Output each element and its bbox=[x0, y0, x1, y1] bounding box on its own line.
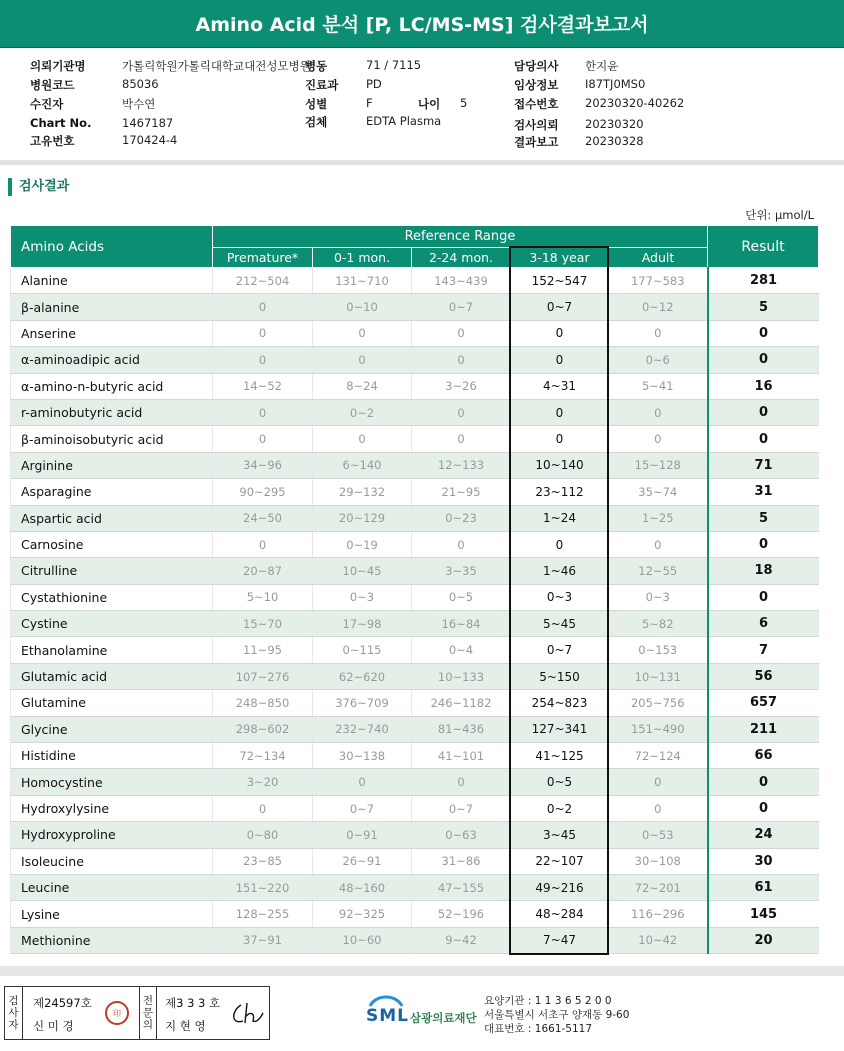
unit-label: 단위: μmol/L bbox=[745, 208, 814, 222]
inspector-label: 검 사 자 bbox=[5, 987, 23, 1039]
reference-range-cell: 15~128 bbox=[609, 452, 708, 478]
label-report: 결과보고 bbox=[514, 135, 559, 149]
table-row bbox=[11, 663, 819, 689]
table-row bbox=[11, 611, 819, 637]
result-cell: 16 bbox=[708, 373, 819, 399]
reference-range-cell: 205~756 bbox=[609, 690, 708, 716]
value-patient: 박수연 bbox=[122, 97, 156, 111]
result-cell: 5 bbox=[708, 294, 819, 320]
reference-range-cell: 48~284 bbox=[511, 901, 609, 927]
table-row bbox=[11, 927, 819, 953]
table-row bbox=[11, 452, 819, 478]
table-row bbox=[11, 531, 819, 557]
reference-range-cell: 23~85 bbox=[213, 848, 313, 874]
report-title: Amino Acid 분석 [P, LC/MS-MS] 검사결과보고서 bbox=[0, 0, 844, 48]
amino-acid-name: Leucine bbox=[11, 874, 213, 900]
reference-range-cell: 0~7 bbox=[313, 795, 412, 821]
seal-icon: 印 bbox=[105, 1001, 129, 1025]
amino-acid-name: Histidine bbox=[11, 743, 213, 769]
amino-acid-name: Glutamine bbox=[11, 690, 213, 716]
reference-range-cell: 29~132 bbox=[313, 479, 412, 505]
reference-range-cell: 232~740 bbox=[313, 716, 412, 742]
reference-range-cell: 0 bbox=[313, 769, 412, 795]
table-row bbox=[11, 426, 819, 452]
reference-range-cell: 0~4 bbox=[412, 637, 511, 663]
value-report: 20230328 bbox=[585, 134, 644, 148]
lab-logo-text: SML bbox=[366, 1006, 409, 1026]
amino-acid-name: Glycine bbox=[11, 716, 213, 742]
reference-range-cell: 30~138 bbox=[313, 743, 412, 769]
reference-range-cell: 31~86 bbox=[412, 848, 511, 874]
reference-range-cell: 0~91 bbox=[313, 822, 412, 848]
value-hospital-code: 85036 bbox=[122, 77, 159, 91]
reference-range-cell: 5~45 bbox=[511, 611, 609, 637]
reference-range-cell: 0~5 bbox=[511, 769, 609, 795]
result-cell: 20 bbox=[708, 927, 819, 953]
reference-range-cell: 17~98 bbox=[313, 611, 412, 637]
reference-range-cell: 52~196 bbox=[412, 901, 511, 927]
result-cell: 31 bbox=[708, 479, 819, 505]
reference-range-cell: 3~45 bbox=[511, 822, 609, 848]
amino-acid-name: Carnosine bbox=[11, 531, 213, 557]
result-cell: 56 bbox=[708, 663, 819, 689]
reference-range-cell: 0~115 bbox=[313, 637, 412, 663]
result-cell: 61 bbox=[708, 874, 819, 900]
reference-range-cell: 92~325 bbox=[313, 901, 412, 927]
value-institution: 가톨릭학원가톨릭대학교대전성모병원 bbox=[122, 59, 311, 73]
amino-acid-name: Hydroxyproline bbox=[11, 822, 213, 848]
result-cell: 0 bbox=[708, 399, 819, 425]
table-row bbox=[11, 690, 819, 716]
value-unique: 170424-4 bbox=[122, 133, 178, 147]
reference-range-cell: 30~108 bbox=[609, 848, 708, 874]
table-row bbox=[11, 373, 819, 399]
table-row bbox=[11, 505, 819, 531]
amino-acid-name: Citrulline bbox=[11, 558, 213, 584]
reference-range-cell: 0 bbox=[609, 320, 708, 346]
amino-acid-name: Hydroxylysine bbox=[11, 795, 213, 821]
label-hospital-code: 병원코드 bbox=[30, 78, 75, 92]
reference-range-cell: 116~296 bbox=[609, 901, 708, 927]
specialist-license: 제3 3 3 호 bbox=[165, 996, 221, 1010]
reference-range-cell: 246~1182 bbox=[412, 690, 511, 716]
table-row bbox=[11, 716, 819, 742]
result-cell: 657 bbox=[708, 690, 819, 716]
table-row bbox=[11, 558, 819, 584]
specialist-label: 전 문 의 bbox=[139, 987, 157, 1039]
result-cell: 281 bbox=[708, 268, 819, 294]
reference-range-cell: 0 bbox=[609, 795, 708, 821]
value-request: 20230320 bbox=[585, 117, 644, 131]
reference-range-cell: 72~134 bbox=[213, 743, 313, 769]
reference-range-cell: 0 bbox=[412, 347, 511, 373]
reference-range-cell: 72~124 bbox=[609, 743, 708, 769]
reference-range-cell: 5~82 bbox=[609, 611, 708, 637]
reference-range-cell: 0~2 bbox=[313, 399, 412, 425]
header-ref-col: Adult bbox=[609, 248, 708, 268]
reference-range-cell: 3~26 bbox=[412, 373, 511, 399]
table-row bbox=[11, 822, 819, 848]
reference-range-cell: 26~91 bbox=[313, 848, 412, 874]
amino-acid-name: Asparagine bbox=[11, 479, 213, 505]
value-dept: PD bbox=[366, 77, 382, 91]
table-row bbox=[11, 874, 819, 900]
value-chart: 1467187 bbox=[122, 116, 174, 130]
result-cell: 0 bbox=[708, 320, 819, 346]
result-cell: 0 bbox=[708, 584, 819, 610]
reference-range-cell: 128~255 bbox=[213, 901, 313, 927]
reference-range-cell: 6~140 bbox=[313, 452, 412, 478]
label-clinical: 임상정보 bbox=[514, 78, 559, 92]
reference-range-cell: 0 bbox=[412, 426, 511, 452]
table-row bbox=[11, 320, 819, 346]
reference-range-cell: 22~107 bbox=[511, 848, 609, 874]
result-cell: 30 bbox=[708, 848, 819, 874]
label-specimen: 검체 bbox=[305, 115, 328, 129]
lab-info bbox=[364, 992, 844, 1042]
header-ref-col: 2-24 mon. bbox=[412, 248, 511, 268]
label-sex: 성별 bbox=[305, 97, 328, 111]
table-row bbox=[11, 637, 819, 663]
reference-range-cell: 0~3 bbox=[609, 584, 708, 610]
amino-acid-name: Methionine bbox=[11, 927, 213, 953]
reference-range-cell: 20~129 bbox=[313, 505, 412, 531]
value-specimen: EDTA Plasma bbox=[366, 114, 442, 128]
reference-range-cell: 0~153 bbox=[609, 637, 708, 663]
header-reference-range: Reference Range bbox=[213, 226, 708, 248]
reference-range-cell: 37~91 bbox=[213, 927, 313, 953]
inspector-license: 제24597호 bbox=[33, 996, 92, 1010]
result-cell: 5 bbox=[708, 505, 819, 531]
label-ward: 병동 bbox=[305, 59, 328, 73]
label-unique: 고유번호 bbox=[30, 134, 75, 148]
reference-range-cell: 0~7 bbox=[511, 637, 609, 663]
amino-acid-name: Glutamic acid bbox=[11, 663, 213, 689]
reference-range-cell: 298~602 bbox=[213, 716, 313, 742]
footer-band bbox=[0, 966, 844, 976]
amino-acid-name: Aspartic acid bbox=[11, 505, 213, 531]
reference-range-cell: 0~6 bbox=[609, 347, 708, 373]
amino-acid-name: Arginine bbox=[11, 452, 213, 478]
reference-range-cell: 0 bbox=[511, 399, 609, 425]
reference-range-cell: 0 bbox=[213, 320, 313, 346]
reference-range-cell: 23~112 bbox=[511, 479, 609, 505]
inspector-name: 신 미 경 bbox=[33, 1019, 74, 1033]
reference-range-cell: 1~24 bbox=[511, 505, 609, 531]
reference-range-cell: 152~547 bbox=[511, 268, 609, 294]
value-receipt: 20230320-40262 bbox=[585, 96, 685, 110]
table-row bbox=[11, 901, 819, 927]
result-cell: 66 bbox=[708, 743, 819, 769]
results-table-wrap bbox=[10, 225, 818, 954]
reference-range-cell: 81~436 bbox=[412, 716, 511, 742]
result-cell: 71 bbox=[708, 452, 819, 478]
reference-range-cell: 0 bbox=[313, 347, 412, 373]
section-title: 검사결과 bbox=[8, 178, 69, 196]
reference-range-cell: 41~125 bbox=[511, 743, 609, 769]
specialist-name: 지 현 영 bbox=[165, 1019, 206, 1033]
reference-range-cell: 0~7 bbox=[412, 294, 511, 320]
reference-range-cell: 0 bbox=[511, 531, 609, 557]
reference-range-cell: 12~133 bbox=[412, 452, 511, 478]
signature-box bbox=[4, 986, 270, 1040]
label-patient: 수진자 bbox=[30, 97, 64, 111]
reference-range-cell: 0~3 bbox=[313, 584, 412, 610]
table-row bbox=[11, 479, 819, 505]
amino-acid-name: Ethanolamine bbox=[11, 637, 213, 663]
amino-acid-name: Cystathionine bbox=[11, 584, 213, 610]
reference-range-cell: 35~74 bbox=[609, 479, 708, 505]
table-row bbox=[11, 294, 819, 320]
reference-range-cell: 151~220 bbox=[213, 874, 313, 900]
result-cell: 18 bbox=[708, 558, 819, 584]
amino-acid-name: β-alanine bbox=[11, 294, 213, 320]
reference-range-cell: 0~80 bbox=[213, 822, 313, 848]
result-cell: 0 bbox=[708, 347, 819, 373]
reference-range-cell: 34~96 bbox=[213, 452, 313, 478]
reference-range-cell: 254~823 bbox=[511, 690, 609, 716]
amino-acid-name: α-aminoadipic acid bbox=[11, 347, 213, 373]
reference-range-cell: 5~41 bbox=[609, 373, 708, 399]
header-result: Result bbox=[708, 226, 819, 268]
reference-range-cell: 48~160 bbox=[313, 874, 412, 900]
reference-range-cell: 0 bbox=[412, 320, 511, 346]
signature-icon bbox=[227, 999, 265, 1029]
lab-name: 삼광의료재단 bbox=[410, 1011, 477, 1025]
result-cell: 211 bbox=[708, 716, 819, 742]
reference-range-cell: 11~95 bbox=[213, 637, 313, 663]
value-doctor: 한지윤 bbox=[585, 59, 619, 73]
reference-range-cell: 0~53 bbox=[609, 822, 708, 848]
table-row bbox=[11, 769, 819, 795]
reference-range-cell: 0~2 bbox=[511, 795, 609, 821]
table-row bbox=[11, 584, 819, 610]
amino-acid-name: r-aminobutyric acid bbox=[11, 399, 213, 425]
table-row bbox=[11, 399, 819, 425]
reference-range-cell: 10~42 bbox=[609, 927, 708, 953]
reference-range-cell: 0 bbox=[511, 320, 609, 346]
reference-range-cell: 0~7 bbox=[511, 294, 609, 320]
reference-range-cell: 0 bbox=[609, 769, 708, 795]
reference-range-cell: 10~131 bbox=[609, 663, 708, 689]
reference-range-cell: 376~709 bbox=[313, 690, 412, 716]
reference-range-cell: 127~341 bbox=[511, 716, 609, 742]
reference-range-cell: 10~45 bbox=[313, 558, 412, 584]
result-cell: 24 bbox=[708, 822, 819, 848]
reference-range-cell: 212~504 bbox=[213, 268, 313, 294]
amino-acid-name: Lysine bbox=[11, 901, 213, 927]
reference-range-cell: 0 bbox=[511, 426, 609, 452]
reference-range-cell: 5~10 bbox=[213, 584, 313, 610]
label-request: 검사의뢰 bbox=[514, 118, 559, 132]
results-table bbox=[10, 225, 819, 954]
table-row bbox=[11, 795, 819, 821]
reference-range-cell: 41~101 bbox=[412, 743, 511, 769]
header-ref-col: 0-1 mon. bbox=[313, 248, 412, 268]
reference-range-cell: 21~95 bbox=[412, 479, 511, 505]
value-age: 5 bbox=[460, 96, 468, 110]
label-receipt: 접수번호 bbox=[514, 97, 559, 111]
reference-range-cell: 0~7 bbox=[412, 795, 511, 821]
label-institution: 의뢰기관명 bbox=[30, 59, 86, 73]
reference-range-cell: 15~70 bbox=[213, 611, 313, 637]
header-amino-acids: Amino Acids bbox=[11, 226, 213, 268]
reference-range-cell: 0 bbox=[213, 399, 313, 425]
lab-phone: 대표번호 : 1661-5117 bbox=[484, 1023, 593, 1035]
reference-range-cell: 3~35 bbox=[412, 558, 511, 584]
header-ref-col: 3-18 year bbox=[511, 248, 609, 268]
reference-range-cell: 0 bbox=[511, 347, 609, 373]
value-ward: 71 / 7115 bbox=[366, 58, 422, 72]
reference-range-cell: 0 bbox=[609, 399, 708, 425]
table-row bbox=[11, 268, 819, 294]
reference-range-cell: 131~710 bbox=[313, 268, 412, 294]
table-row bbox=[11, 347, 819, 373]
result-cell: 6 bbox=[708, 611, 819, 637]
result-cell: 0 bbox=[708, 769, 819, 795]
label-doctor: 담당의사 bbox=[514, 59, 559, 73]
label-chart: Chart No. bbox=[30, 116, 92, 130]
reference-range-cell: 7~47 bbox=[511, 927, 609, 953]
reference-range-cell: 4~31 bbox=[511, 373, 609, 399]
table-row bbox=[11, 743, 819, 769]
reference-range-cell: 24~50 bbox=[213, 505, 313, 531]
reference-range-cell: 62~620 bbox=[313, 663, 412, 689]
table-row bbox=[11, 848, 819, 874]
reference-range-cell: 0 bbox=[213, 531, 313, 557]
reference-range-cell: 0~63 bbox=[412, 822, 511, 848]
reference-range-cell: 0 bbox=[213, 347, 313, 373]
reference-range-cell: 10~140 bbox=[511, 452, 609, 478]
result-cell: 0 bbox=[708, 795, 819, 821]
reference-range-cell: 16~84 bbox=[412, 611, 511, 637]
reference-range-cell: 0 bbox=[213, 294, 313, 320]
reference-range-cell: 151~490 bbox=[609, 716, 708, 742]
result-cell: 0 bbox=[708, 531, 819, 557]
amino-acid-name: Anserine bbox=[11, 320, 213, 346]
reference-range-cell: 10~60 bbox=[313, 927, 412, 953]
header-ref-col: Premature* bbox=[213, 248, 313, 268]
reference-range-cell: 0~5 bbox=[412, 584, 511, 610]
reference-range-cell: 0 bbox=[213, 426, 313, 452]
label-dept: 진료과 bbox=[305, 78, 339, 92]
reference-range-cell: 1~46 bbox=[511, 558, 609, 584]
lab-code: 요양기관 : 1 1 3 6 5 2 0 0 bbox=[484, 995, 612, 1007]
label-age: 나이 bbox=[418, 97, 441, 111]
reference-range-cell: 248~850 bbox=[213, 690, 313, 716]
reference-range-cell: 0~10 bbox=[313, 294, 412, 320]
amino-acid-name: Isoleucine bbox=[11, 848, 213, 874]
reference-range-cell: 0 bbox=[609, 426, 708, 452]
reference-range-cell: 0 bbox=[412, 769, 511, 795]
reference-range-cell: 0 bbox=[213, 795, 313, 821]
result-cell: 7 bbox=[708, 637, 819, 663]
reference-range-cell: 10~133 bbox=[412, 663, 511, 689]
reference-range-cell: 107~276 bbox=[213, 663, 313, 689]
reference-range-cell: 12~55 bbox=[609, 558, 708, 584]
amino-acid-name: Homocystine bbox=[11, 769, 213, 795]
patient-info bbox=[0, 56, 844, 156]
reference-range-cell: 0 bbox=[609, 531, 708, 557]
reference-range-cell: 14~52 bbox=[213, 373, 313, 399]
amino-acid-name: Alanine bbox=[11, 268, 213, 294]
reference-range-cell: 0 bbox=[313, 320, 412, 346]
amino-acid-name: β-aminoisobutyric acid bbox=[11, 426, 213, 452]
amino-acid-name: Cystine bbox=[11, 611, 213, 637]
reference-range-cell: 5~150 bbox=[511, 663, 609, 689]
result-cell: 145 bbox=[708, 901, 819, 927]
reference-range-cell: 0 bbox=[313, 426, 412, 452]
result-cell: 0 bbox=[708, 426, 819, 452]
reference-range-cell: 72~201 bbox=[609, 874, 708, 900]
amino-acid-name: α-amino-n-butyric acid bbox=[11, 373, 213, 399]
reference-range-cell: 143~439 bbox=[412, 268, 511, 294]
reference-range-cell: 0~19 bbox=[313, 531, 412, 557]
reference-range-cell: 0~3 bbox=[511, 584, 609, 610]
reference-range-cell: 0 bbox=[412, 531, 511, 557]
reference-range-cell: 0~23 bbox=[412, 505, 511, 531]
reference-range-cell: 47~155 bbox=[412, 874, 511, 900]
reference-range-cell: 1~25 bbox=[609, 505, 708, 531]
reference-range-cell: 49~216 bbox=[511, 874, 609, 900]
divider bbox=[0, 160, 844, 165]
reference-range-cell: 0 bbox=[412, 399, 511, 425]
reference-range-cell: 20~87 bbox=[213, 558, 313, 584]
reference-range-cell: 3~20 bbox=[213, 769, 313, 795]
reference-range-cell: 177~583 bbox=[609, 268, 708, 294]
reference-range-cell: 9~42 bbox=[412, 927, 511, 953]
lab-address: 서울특별시 서초구 양재동 9-60 bbox=[484, 1009, 630, 1021]
value-sex: F bbox=[366, 96, 373, 110]
reference-range-cell: 0~12 bbox=[609, 294, 708, 320]
reference-range-cell: 8~24 bbox=[313, 373, 412, 399]
reference-range-cell: 90~295 bbox=[213, 479, 313, 505]
value-clinical: I87TJ0MS0 bbox=[585, 77, 646, 91]
